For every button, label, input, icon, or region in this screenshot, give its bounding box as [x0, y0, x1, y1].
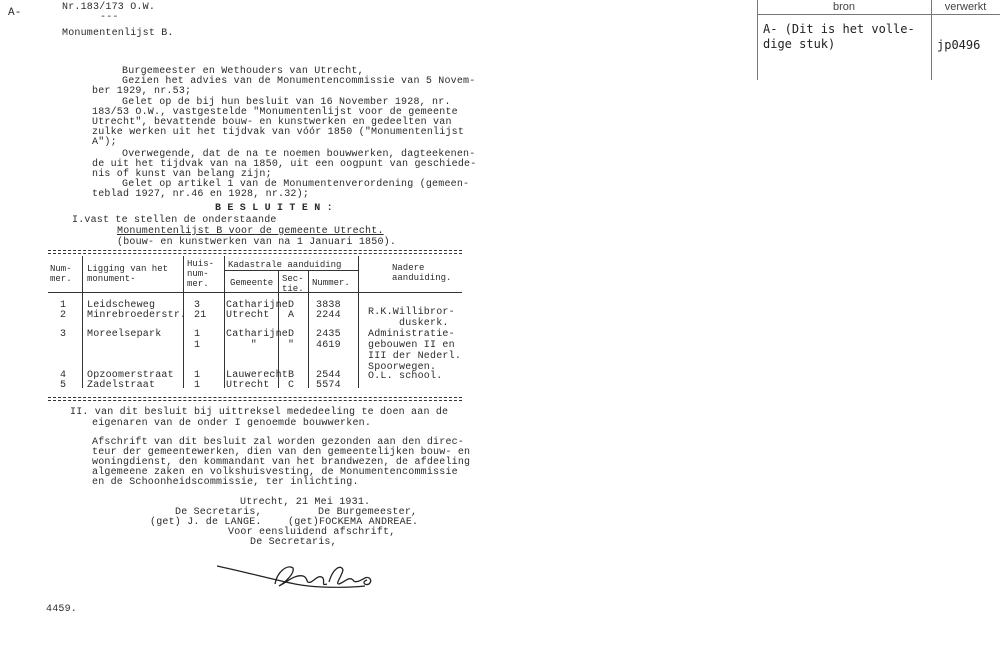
divider	[757, 0, 758, 80]
cell-ligging: Moreelsepark	[87, 329, 162, 340]
header-kad-nummer: Nummer.	[312, 278, 350, 288]
preamble-line: A");	[92, 137, 117, 148]
cell-ligging: Zadelstraat	[87, 380, 156, 391]
cell-gemeente: Catharijne "	[226, 329, 289, 351]
document-reference: Nr.183/173 O.W.	[62, 2, 156, 13]
header-sectie: Sec- tie.	[282, 274, 304, 294]
item-two-line: eigenaren van de onder I genoemde bouwwerken.	[92, 418, 372, 429]
cell-ligging: Minrebroederstr.	[87, 310, 187, 321]
secretaris-label-2: De Secretaris,	[250, 537, 337, 548]
cell-nr: 3	[60, 329, 67, 340]
reference-underline: ---	[100, 12, 119, 23]
afschrift-line: algemeene zaken en volkshuisvesting, de Monumentencommissie	[92, 467, 458, 478]
cell-nr: 2	[60, 310, 67, 321]
preamble-line: teblad 1927, nr.46 en 1928, nr.32);	[92, 189, 310, 200]
cell-nr: 5	[60, 380, 67, 391]
header-huisnummer: Huis- num- mer.	[187, 259, 215, 289]
header-nummer: Num- mer.	[50, 264, 72, 284]
item-one: I.vast te stellen de onderstaande	[72, 215, 277, 226]
cell-kad-nummer: 2544	[316, 370, 341, 381]
place-date: Utrecht, 21 Mei 1931.	[240, 497, 371, 508]
cell-huis: 1 1	[194, 329, 201, 351]
burgemeester-label: De Burgemeester,	[318, 507, 418, 518]
list-title: Monumentenlijst B.	[62, 28, 174, 39]
cell-nadere: Administratie- gebouwen II en III der Nederl. Spoorwegen.	[368, 329, 462, 373]
margin-mark: A-	[8, 7, 22, 19]
table-bottom-rule	[48, 400, 462, 401]
header-gemeente: Gemeente	[230, 278, 274, 288]
cell-huis: 1	[194, 380, 201, 391]
cell-kad-nummer: 2244	[316, 310, 341, 321]
header-ligging: Ligging van het monument-	[87, 264, 169, 284]
burgemeester-name: (get)FOCKEMA ANDREAE.	[288, 517, 419, 528]
cell-gemeente: Utrecht	[226, 380, 270, 391]
cell-sectie: C	[288, 380, 295, 391]
item-two-line: II. van dit besluit bij uittreksel mededeeling te doen aan de	[70, 407, 449, 418]
column-divider	[183, 256, 184, 388]
cell-ligging: Opzoomerstraat	[87, 370, 174, 381]
column-divider	[224, 256, 225, 388]
preamble-line: zulke werken uit het tijdvak van vóór 1850 ("Monumentenlijst	[92, 127, 465, 138]
preamble-line: de uit het tijdvak van na 1850, uit een oogpunt van geschiede-	[92, 159, 477, 170]
afschrift-line: teur der gemeentewerken, dien van den gemeentelijken bouw- en	[92, 447, 471, 458]
table-top-rule	[48, 250, 462, 251]
cell-nr: 1	[60, 300, 67, 311]
bron-value: A- (Dit is het volle- dige stuk)	[763, 22, 915, 51]
header-kadastrale: Kadastrale aanduiding	[228, 260, 342, 270]
cell-sectie: A	[288, 310, 295, 321]
cell-kad-nummer: 2435 4619	[316, 329, 341, 351]
cell-huis: 3	[194, 300, 201, 311]
cell-nr: 4	[60, 370, 67, 381]
afschrift-line: Afschrift van dit besluit zal worden gezonden aan den direc-	[92, 437, 465, 448]
preamble-line: Gelet op de bij hun besluit van 16 November 1928, nr.	[122, 97, 451, 108]
cell-sectie: D "	[288, 329, 295, 351]
secretaris-label: De Secretaris,	[175, 507, 262, 518]
divider	[931, 0, 932, 80]
afschrift-line: woningdienst, den kommandant van het brandwezen, de afdeeling	[92, 457, 471, 468]
cell-gemeente: Utrecht	[226, 310, 270, 321]
table-bottom-rule	[48, 397, 462, 398]
preamble-line: Overwegende, dat de na te noemen bouwwerken, dagteekenen-	[122, 149, 476, 160]
preamble-line: 183/53 O.W., vastgestelde "Monumentenlijst voor de gemeente	[92, 107, 458, 118]
afschrift-line: en de Schoonheidscommissie, ter inlichting.	[92, 477, 359, 488]
cell-sectie: B	[288, 370, 295, 381]
column-divider	[82, 256, 83, 388]
header-bottom-rule	[48, 292, 462, 293]
cell-huis: 1	[194, 370, 201, 381]
cell-gemeente: Catharijne	[226, 300, 289, 311]
verwerkt-value: jp0496	[937, 38, 981, 52]
list-subheading: (bouw- en kunstwerken van na 1 Januari 1850).	[117, 237, 397, 248]
eensluidend-afschrift: Voor eensluidend afschrift,	[228, 527, 396, 538]
verwerkt-header: verwerkt	[944, 1, 987, 13]
header-nadere: Nadere aanduiding.	[392, 263, 452, 283]
cell-ligging: Leidscheweg	[87, 300, 156, 311]
table-top-rule	[48, 253, 462, 254]
preamble-line: nis of kunst van belang zijn;	[92, 169, 272, 180]
source-info-table	[757, 0, 1000, 80]
preamble-line: ber 1929, nr.53;	[92, 86, 192, 97]
handwritten-signature	[215, 558, 380, 598]
preamble-line: Gezien het advies van de Monumentencommissie van 5 Novem-	[122, 76, 476, 87]
cell-nadere: O.L. school.	[368, 371, 443, 382]
cell-kad-nummer: 5574	[316, 380, 341, 391]
secretaris-name: (get) J. de LANGE.	[150, 517, 262, 528]
kadastrale-rule	[224, 270, 358, 271]
cell-sectie: D	[288, 300, 295, 311]
preamble-line: Gelet op artikel 1 van de Monumentenverordening (gemeen-	[122, 179, 470, 190]
column-divider	[358, 256, 359, 388]
list-heading: Monumentenlijst B voor de gemeente Utrecht.	[117, 226, 384, 237]
preamble-line: Burgemeester en Wethouders van Utrecht,	[122, 66, 364, 77]
column-divider	[308, 270, 309, 388]
cell-huis: 21	[194, 310, 207, 321]
cell-kad-nummer: 3838	[316, 300, 341, 311]
page-number: 4459.	[46, 604, 78, 615]
bron-header: bron	[832, 1, 856, 13]
cell-nadere: R.K.Willibror- duskerk.	[368, 307, 455, 329]
preamble-line: Utrecht", bevattende bouw- en kunstwerken en gedeelten van	[92, 117, 452, 128]
besluiten-heading: B E S L U I T E N :	[215, 203, 333, 214]
divider	[757, 14, 1000, 15]
cell-gemeente: Lauwerecht	[226, 370, 289, 381]
